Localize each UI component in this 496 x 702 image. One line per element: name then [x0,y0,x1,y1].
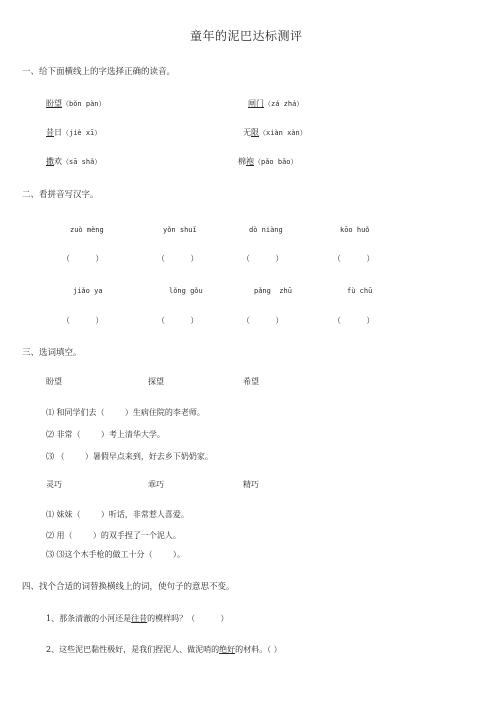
pinyin-prompt: kōo huǒ [340,226,370,234]
choice-word: 撒 [46,157,54,166]
choice-word-pre: 棉 [238,157,246,166]
choice-word: 昔 [46,128,54,137]
sentence-text: 1、那条清澈的小河还是 [46,614,132,623]
pinyin-choice-2 [248,99,303,109]
fill-question: ⑵ 用（ ）的双手捏了一个泥人。 [46,531,181,540]
replace-question-1 [46,614,229,624]
fill-question: ⑴ 妹妹（ ）听话，非常惹人喜爱。 [46,510,189,519]
word-option: 灵巧 [46,480,62,489]
choice-word-rest: 欢 [54,157,62,166]
section-2-heading: 二、看拼音写汉字。 [22,190,99,200]
answer-blank[interactable]: （ ） [333,316,375,325]
underlined-word: 往昔 [131,614,148,623]
pinyin-prompt: zuò mèng [70,226,104,234]
answer-blank[interactable]: （ ） [157,316,199,325]
section-3-heading: 三、选词填空。 [22,348,82,358]
choice-word: 袍 [246,157,254,166]
sentence-text: 2、这些泥巴黏性极好，是我们捏泥人、做泥哨的 [46,645,220,654]
page-title: 童年的泥巴达标测评 [190,29,303,43]
fill-question: ⑵ 非常（ ）考上清华大学。 [46,430,165,439]
choice-word: 盼望 [46,99,62,108]
section-4-heading: 四、找个合适的词替换横线上的词，使句子的意思不变。 [22,582,235,592]
word-option: 精巧 [243,480,259,489]
answer-blank[interactable]: （ ） [62,316,104,325]
choice-pinyin: （sā shǎ） [62,158,102,166]
answer-blank[interactable]: （ ） [333,254,375,263]
underlined-word: 绝好 [219,645,236,654]
choice-word-pre: 无 [243,128,251,137]
answer-blank[interactable]: （ ） [242,316,284,325]
answer-blank[interactable]: （ ） [157,254,199,263]
choice-pinyin: （bǒn pàn） [62,100,106,108]
replace-question-2 [46,645,282,655]
pinyin-prompt: pǎng zhū [254,287,292,295]
sentence-text: 的材料。（ ） [235,645,282,654]
word-option: 希望 [243,377,259,386]
pinyin-prompt: dò niàng [249,226,283,234]
choice-pinyin: （zá zhá） [264,100,304,108]
pinyin-choice-3 [46,128,101,138]
choice-pinyin: （jiè xī） [62,129,102,137]
pinyin-choice-6 [238,157,298,167]
pinyin-prompt: jiǎo ya [73,287,103,295]
choice-pinyin: （xiàn xàn） [259,129,307,137]
pinyin-choice-1 [46,99,106,109]
answer-blank[interactable]: （ ） [242,254,284,263]
pinyin-choice-4 [243,128,307,138]
pinyin-choice-5 [46,157,101,167]
pinyin-prompt: lǒng gǒu [169,287,203,295]
fill-question: ⑴ 和同学们去（ ）生病住院的李老师。 [46,408,205,417]
word-option: 盼望 [46,377,62,386]
word-option: 乖巧 [148,480,164,489]
fill-question: ⑶ ⑶这个木手枪的做工十分（ ）。 [46,550,185,559]
pinyin-prompt: fù chū [347,287,373,295]
answer-blank[interactable]: （ ） [62,254,104,263]
choice-word: 闸门 [248,99,264,108]
word-option: 探望 [148,377,164,386]
choice-word: 限 [251,128,259,137]
sentence-text: 的模样吗？（ ） [147,614,229,623]
fill-question: ⑶ （ ）暑假早点来到，好去乡下奶奶家。 [46,452,213,461]
choice-pinyin: （pǎo bǎo） [254,158,298,166]
pinyin-prompt: yǒn shuǐ [163,226,197,234]
section-1-heading: 一、给下面横线上的字选择正确的读音。 [22,67,176,77]
choice-word-rest: 日 [54,128,62,137]
